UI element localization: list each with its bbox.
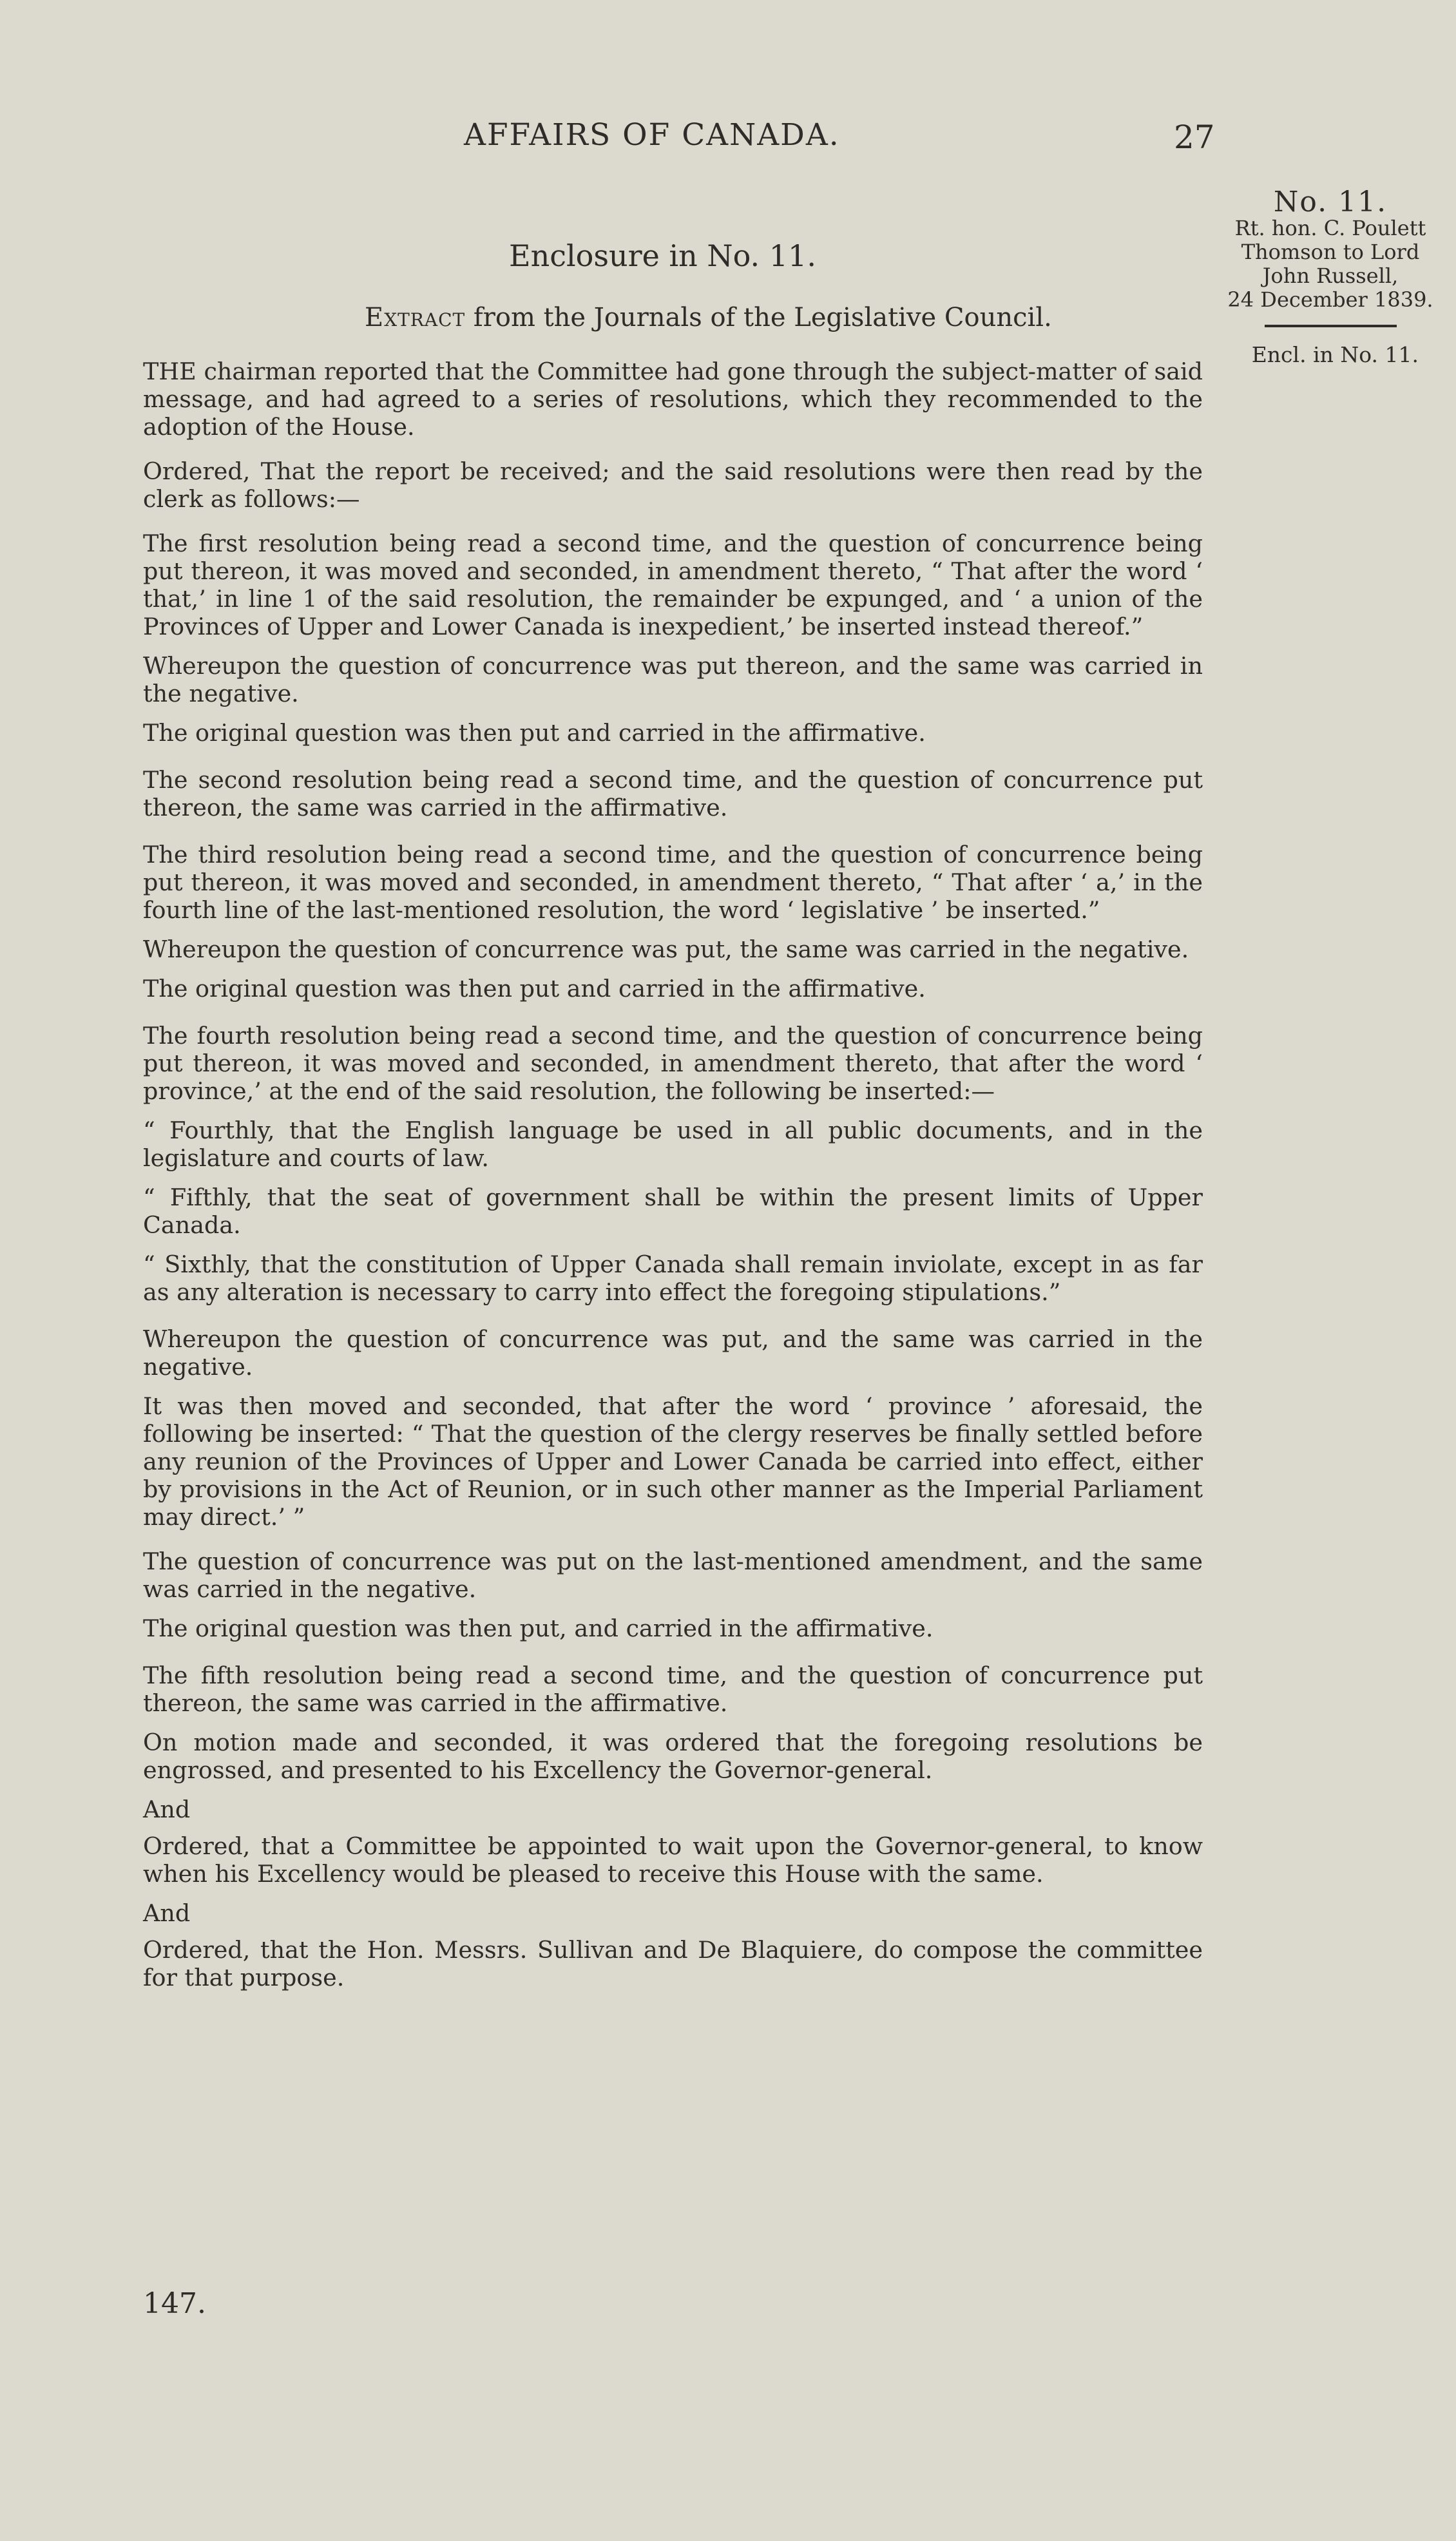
paragraph: It was then moved and seconded, that after the word ‘ province ’ aforesaid, the following be inserted: “ That the question of the clergy reserves be finally settled before any reunion of the Provinces of Upper and Lower Canada be carried into effect, either by provisions in the Act of Reunion, or in such other manner as the Imperial Parliament may direct.’ ” [143,1392,1203,1531]
paragraph: Whereupon the question of concurrence was put thereon, and the same was carried in the negative. [143,652,1203,707]
enclosure-title: Enclosure in No. 11. [509,238,816,273]
paragraph: The question of concurrence was put on the last-mentioned amendment, and the same was carried in the negative. [143,1548,1203,1603]
paragraph: Whereupon the question of concurrence was put, the same was carried in the negative. [143,935,1189,963]
margin-line: Rt. hon. C. Poulett [1234,216,1426,240]
extract-source: from the Journals of the Legislative Council. [465,303,1052,332]
paragraph: The second resolution being read a second time, and the question of concurrence put thereon, the same was carried in the affirmative. [143,766,1203,821]
paragraph: The fifth resolution being read a second time, and the question of concurrence put thereon, the same was carried in the affirmative. [143,1662,1203,1717]
paragraph: And [143,1796,191,1823]
margin-note [1224,186,1437,367]
margin-divider [1265,325,1397,327]
paragraph: Whereupon the question of concurrence was put, and the same was carried in the negative. [143,1325,1203,1381]
paragraph: The original question was then put, and carried in the affirmative. [143,1615,934,1642]
paragraph: The original question was then put and carried in the affirmative. [143,719,926,747]
journal-body [143,358,1203,1991]
margin-line: Thomson to Lord [1241,240,1420,264]
paragraph: Ordered, that a Committee be appointed to wait upon the Governor-general, to know when his Excellency would be pleased to receive this House with the same. [143,1832,1203,1888]
extract-subtitle [365,303,1052,332]
paragraph: Ordered, That the report be received; and the said resolutions were then read by the clerk as follows:— [143,457,1203,513]
paragraph: And [143,1899,191,1927]
paragraph: “ Fifthly, that the seat of government shall be within the present limits of Upper Canada. [143,1184,1203,1239]
margin-date: 24 December 1839. [1227,287,1433,312]
paragraph: On motion made and seconded, it was ordered that the foregoing resolutions be engrossed, and presented to his Excellency the Governor-general. [143,1729,1203,1784]
page-signature: 147. [143,2287,206,2320]
paragraph: The third resolution being read a second time, and the question of concurrence being put thereon, it was moved and seconded, in amendment thereto, “ That after ‘ a,’ in the fourth line of the last-mentioned resolution, the word ‘ legislative ’ be inserted.” [143,841,1203,924]
margin-enclosure: Encl. in No. 11. [1251,342,1419,367]
paragraph: THE chairman reported that the Committee had gone through the subject-matter of said message, and had agreed to a series of resolutions, which they recommended to the adoption of the House. [143,358,1203,441]
page-number: 27 [1174,119,1215,156]
margin-number: No. 11. [1273,186,1388,218]
paragraph: “ Sixthly, that the constitution of Upper Canada shall remain inviolate, except in as far as any alteration is necessary to carry into effect the foregoing stipulations.” [143,1251,1203,1306]
extract-label: Extract [365,303,466,332]
paragraph: “ Fourthly, that the English language be used in all public documents, and in the legislature and courts of law. [143,1117,1203,1172]
paragraph: The fourth resolution being read a second time, and the question of concurrence being put thereon, it was moved and seconded, in amendment thereto, that after the word ‘ province,’ at the end of the said resolution, the following be inserted:— [143,1022,1203,1105]
paragraph: Ordered, that the Hon. Messrs. Sullivan and De Blaquiere, do compose the committee for that purpose. [143,1936,1203,1991]
running-head: AFFAIRS OF CANADA. [464,117,840,153]
margin-line: John Russell, [1262,264,1399,288]
paragraph: The original question was then put and carried in the affirmative. [143,975,926,1002]
paragraph: The first resolution being read a second time, and the question of concurrence being put thereon, it was moved and seconded, in amendment thereto, “ That after the word ‘ that,’ in line 1 of the said resolution, the remainder be expunged, and ‘ a union of the Provinces of Upper and Lower Canada is inexpedient,’ be inserted instead thereof.” [143,530,1203,640]
